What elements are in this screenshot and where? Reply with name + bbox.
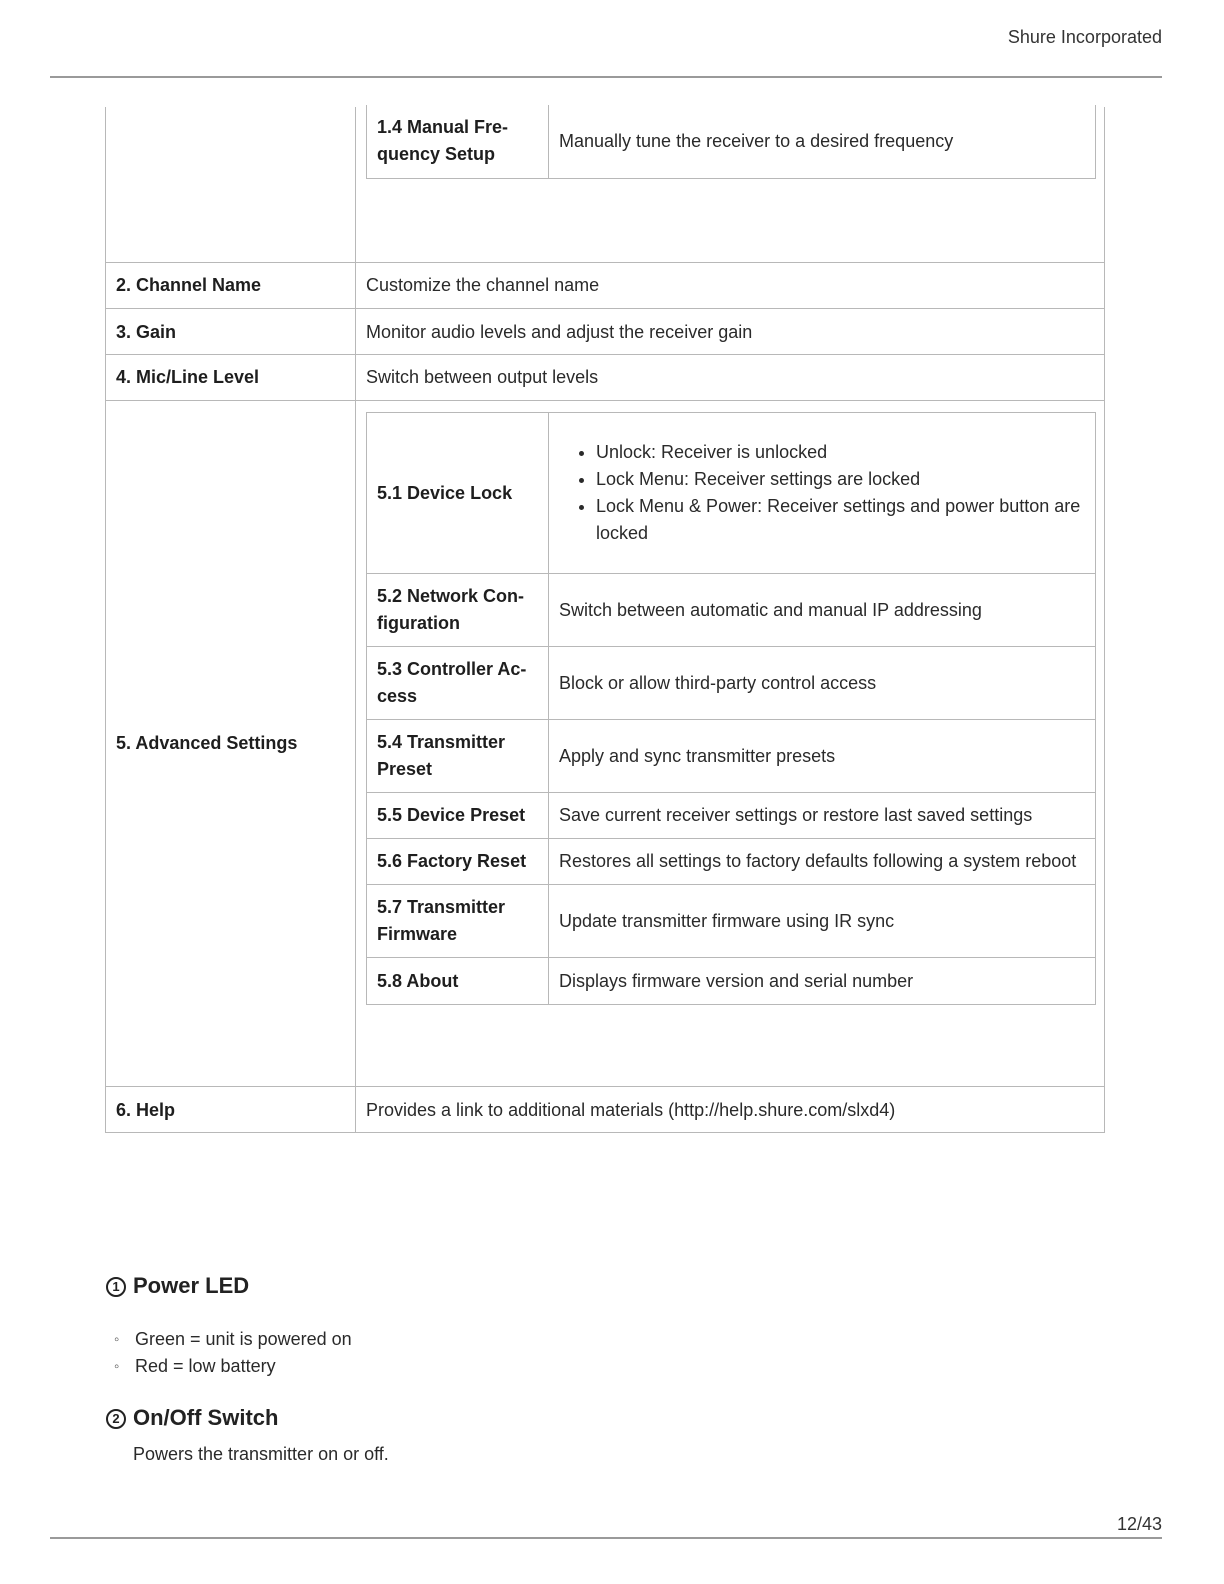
table-row [367,958,1096,1005]
row-value-gain: Monitor audio levels and adjust the receiver gain [366,322,753,342]
sub-key [367,885,549,958]
sub-value: Block or allow third-party control access [549,647,1096,720]
header-rule [50,76,1162,78]
table-row [367,720,1096,793]
onoff-description: Powers the transmitter on or off. [133,1444,389,1464]
sub-table-advanced [366,412,1096,1005]
sub-value: Restores all settings to factory defaults following a system reboot [549,839,1096,885]
number-2-icon: 2 [106,1409,126,1429]
list-item: ◦ Green = unit is powered on [114,1326,352,1353]
sub-value [549,413,1096,574]
row-divider [105,1086,1105,1087]
sub-value: Apply and sync transmitter presets [549,720,1096,793]
sub-key: 5.5 Device Preset [367,793,549,839]
sub-value: Update transmitter firmware using IR sync [549,885,1096,958]
row-divider [105,354,1105,355]
sub-key-line: 5.3 Controller Ac- [377,659,527,679]
onoff-switch-heading [106,1405,278,1431]
table-row [367,839,1096,885]
table-border-bottom [105,1132,1105,1133]
list-item: • Lock Menu: Receiver settings are locked [596,466,1085,493]
power-led-list [114,1326,352,1380]
sub-value: Manually tune the receiver to a desired frequency [549,105,1096,178]
sub-key [367,720,549,793]
sub-key [367,574,549,647]
list-item: ◦ Red = low battery [114,1353,352,1380]
sub-key: 5.8 About [367,958,549,1005]
row-divider [105,400,1105,401]
sub-key-line: quency Setup [377,144,496,165]
row-value-channel-name: Customize the channel name [366,275,600,295]
number-1-icon: 1 [106,1277,126,1297]
sub-key: 5.6 Factory Reset [367,839,549,885]
sub-table-receiver-setup [366,105,1096,179]
sub-value: Save current receiver settings or restore last saved settings [549,793,1096,839]
table-row [367,413,1096,574]
table-border-left [105,107,106,1133]
table-row [367,793,1096,839]
row-label-gain: 3. Gain [116,322,177,342]
settings-table [105,107,1105,1133]
footer-rule [50,1537,1162,1539]
row-label-help: 6. Help [116,1100,176,1120]
sub-key-line: 5.7 Transmitter [377,897,506,917]
table-row [367,647,1096,720]
sub-key-line: Firmware [377,924,458,944]
table-border-right [1104,107,1105,1133]
sub-key-line: cess [377,686,418,706]
sub-key: 5.1 Device Lock [367,413,549,574]
table-row [367,105,1096,178]
power-led-heading [106,1273,249,1299]
sub-value: Switch between automatic and manual IP addressing [549,574,1096,647]
row-label-advanced-settings: 5. Advanced Settings [116,733,298,753]
row-label-mic-line: 4. Mic/Line Level [116,367,260,387]
device-lock-options [559,439,1085,547]
section-title: On/Off Switch [133,1405,279,1430]
sub-key-line: 5.2 Network Con- [377,586,525,606]
row-label-channel-name: 2. Channel Name [116,275,262,295]
sub-key-line: figuration [377,613,460,633]
list-item: • Unlock: Receiver is unlocked [596,439,1085,466]
section-title: Power LED [133,1273,250,1298]
row-divider [105,262,1105,263]
sub-key-line: 5.4 Transmitter [377,732,506,752]
table-column-divider [355,107,356,1133]
row-value-mic-line: Switch between output levels [366,367,599,387]
row-value-help: Provides a link to additional materials (http://help.shure.com/slxd4) [366,1100,896,1120]
page-number: 12/43 [1116,1514,1162,1534]
table-row [367,574,1096,647]
row-divider [105,308,1105,309]
sub-key-line: Preset [377,759,433,779]
table-row [367,885,1096,958]
sub-key [367,105,549,178]
sub-key-line: 1.4 Manual Fre- [377,117,509,138]
sub-value: Displays firmware version and serial number [549,958,1096,1005]
list-item: • Lock Menu & Power: Receiver settings and power button are locked [596,493,1085,547]
sub-key [367,647,549,720]
company-name: Shure Incorporated [1007,27,1162,47]
